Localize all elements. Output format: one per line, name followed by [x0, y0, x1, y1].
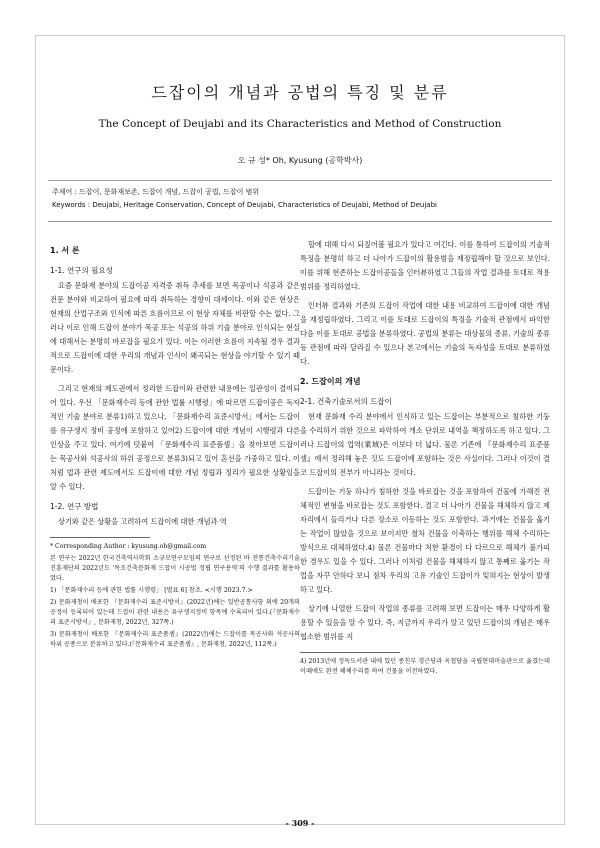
- left-column: [50, 238, 300, 652]
- footnote-4: 4) 2013년에 정독도서관 내에 있던 종친부 경근당과 옥첩당을 국립현대미술관으로 옮겼는데 이때에도 완전 해체수리를 하여 건물을 이전하였다.: [300, 658, 550, 675]
- subsection-heading-necessity: 1-1. 연구의 필요성: [50, 266, 113, 275]
- footnote-1: 1) 「문화재수리 등에 관한 법률 시행령」 [별표 6] 참조. <시행 2023.7.>: [50, 587, 253, 594]
- footnote-divider: [50, 537, 150, 538]
- footnote-funding: 본 연구는 2022년 한국건축역사학회 소규모연구모임의 연구로 선정된 바 전통건축수리기술진흥재단의 2022년도 '목조건축문화재 드잡이 시공법 정립 연구용역'의 수행 결과를 활용하였다.: [50, 555, 300, 582]
- paragraph: 상기와 같은 상황을 고려하여 드잡이에 대한 개념과 역: [58, 517, 227, 526]
- footnote-2: 2) 문화재청이 배포한 『문화재수리 표준시방서』(2022년)에는 일반공통사항 외에 20개의 공정이 등록되어 있는데 드잡이 관련 내용은 유구생지정비 항목에 수록되어 있다.(『문화재수리 표준시방서』, 문화재청, 2022년, 327쪽.): [50, 599, 300, 626]
- footnote-3: 3) 문화재청이 배포한 『문화재수리 표준품셈』(2022년)에는 드잡이를 목공사와 석공사의 하위 공종으로 분류하고 있다.(『문화재수리 표준품셈』, 문화재청, 2022년, 112쪽.): [50, 631, 300, 648]
- right-column: [300, 238, 550, 679]
- paragraph: 요즘 문화재 분야의 드잡이공 자격증 취득 추세를 보면 목공이나 석공과 같은 전문 분야와 비교하여 필요에 따라 취득하는 경향이 대세이다. 이와 같은 현상은 현재의 산업구조와 인식에 따른 흐름이므로 이 현상 자체를 비판할 수는 없다. 그러나 이로 인해 드잡이 분야가 목공 또는 석공의 하위 기술 분야로 인식되는 현실에 대해서는 분명히 바로잡을 필요가 있다. 이는 이러한 흐름이 지속될 경우 결과적으로 드잡이에 대한 우리의 개념과 인식이 왜곡되는 현상을 야기할 수 있기 때문이다.: [50, 281, 300, 374]
- keywords-english: Keywords : Deujabi, Heritage Conservation, Concept of Deujabi, Characteristics of Deujabi, Method of Deujabi: [52, 201, 437, 209]
- subsection-heading-method: 1-2. 연구 방법: [50, 502, 99, 511]
- author-line: 오 규 성* Oh, Kyusung (공학박사): [237, 156, 363, 165]
- paragraph: 드잡이는 기둥 하나가 침하한 것을 바로잡는 것을 포함하여 건물에 가해진 전체적인 변형을 바로잡는 것도 포함한다. 결고 더 나아가 건물을 해체하지 않고 제자리에서 들리거나 다른 장소로 이동하는 것도 포함한다. 과거에는 건물을 옮기는 작업이 많았을 것으로 보이지만 철차 건물을 이축하는 행위를 해체 수리하는 방식으로 대체하였다.4) 물론 건물마다 처한 환경이 다 다르므로 해체가 불가피한 경우도 있을 수 있다. 그러나 이처럼 건물을 해체하지 않고 통째로 옮기는 작업을 자꾸 안하다 보니 점차 우리의 고유 기술인 드잡이가 잊혀지는 현상이 발생하고 있다.: [300, 487, 550, 594]
- paragraph: 그리고 현재의 제도권에서 정리한 드잡이와 관련한 내용에는 일관성이 결여되어 있다. 우선 「문화재수리 등에 관한 법률 시행령」에 따르면 드잡이공은 독자적인 기술 분야로 분류1)하고 있으나, 「문화재수리 표준시방서」에서는 드잡이를 유구생지 정비 공정에 포함하고 있어2) 드잡이에 대한 개념이 시행령과 다른 인상을 주고 있다. 여기에 덧붙여 「문화재수리 표준품셈」을 찾아보면 드잡이는 목공사와 석공사의 하위 공정으로 분류3)되고 있어 혼선을 가중하고 있다. 이처럼 법과 관련 제도에서도 드잡이에 대한 개념 정립과 정리가 필요한 상황임을 알 수 있다.: [50, 384, 300, 491]
- paper-title-english: The Concept of Deujabi and its Characteristics and Method of Construction: [98, 118, 502, 130]
- section-heading-introduction: 1. 서 론: [50, 246, 80, 255]
- page-number: - 309 -: [285, 818, 315, 828]
- paragraph: 현재 문화재 수리 분야에서 인식하고 있는 드잡이는 부분적으로 침하한 기둥을 수리하기 위한 것으로 파악하여 개소 단위로 내역을 책정하도록 하고 있다. 그러나 드잡이의 업역(業域)은 이보다 더 넓다. 물론 기존에 『문화재수리 표준품셈』에서 정리해 놓은 것도 드잡이에 포함하는 것은 사실이다. 그러나 이것이 결코 드잡이의 전부가 아니라는 것이다.: [300, 412, 550, 477]
- keywords-korean: 주제어 : 드잡이, 문화재보존, 드잡이 개념, 드잡이 공법, 드잡이 범위: [52, 188, 260, 196]
- paragraph: 상기에 나열한 드잡이 작업의 종류를 고려해 보면 드잡이는 매우 다양하게 활용할 수 있음을 알 수 있다. 즉, 지금까지 우리가 알고 있던 드잡이의 개념은 매우 협소한 범위를 지: [300, 604, 550, 641]
- subsection-heading-building-technique: 2-1. 건축기술로서의 드잡이: [300, 397, 392, 406]
- footnote-divider: [300, 652, 400, 653]
- paper-title-korean: 드잡이의 개념과 공법의 특징 및 분류: [151, 83, 449, 102]
- footnote-corresponding-author: * Corresponding Author : kyusung.oh@gmail.com: [50, 543, 207, 550]
- paragraph: 할에 대해 다시 되짚어볼 필요가 있다고 여긴다. 이를 통하여 드잡이의 기술적 특징을 분명히 하고 더 나아가 드잡이의 활용범을 재정립해야 할 것으로 보인다. 이를 위해 현존하는 드잡이공들을 인터뷰하였고 그들의 작업 결과를 토대로 적용 범위를 정리하였다.: [300, 240, 550, 291]
- section-heading-concept: 2. 드잡이의 개념: [300, 377, 361, 386]
- keywords-box: [48, 180, 552, 222]
- paragraph: 인터뷰 결과와 기존의 드잡이 작업에 대한 내용 비교하여 드잡이에 대한 개념을 재정립하였다. 그리고 이를 토대로 드잡이의 특징을 기술적 관점에서 파악한 다음 이를 토대로 공법을 분류하였다. 공법의 분류는 대상물의 종류, 기술의 종류 등 관점에 따라 달라질 수 있으나 본고에서는 기술의 독자성을 토대로 분류하였다.: [300, 301, 550, 366]
